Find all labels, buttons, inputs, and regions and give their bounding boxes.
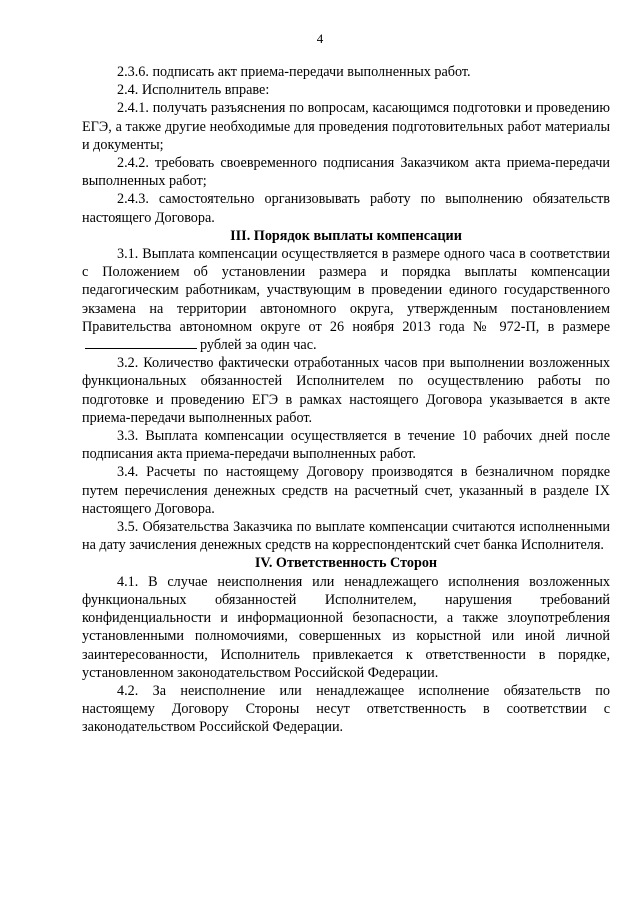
document-body xyxy=(82,63,610,737)
clause-3-2: 3.2. Количество фактически отработанных часов при выполнении возложенных функциональных обязанностей Исполнителем по осуществлению работы по подготовке и проведению ЕГЭ в рамках настоящего Договора указывается в акте приема-передачи выполненных работ. xyxy=(82,355,610,426)
clause-4-1: 4.1. В случае неисполнения или ненадлежащего исполнения возложенных функциональных обязанностей Исполнителем, нарушения требований конфиденциальности и информационной безопасности, а также злоупотребления установленными полномочиями, совершенных из корыстной или иной личной заинтересованности, Исполнитель привлекается к ответственности в порядке, установленном законодательством Российской Федерации. xyxy=(82,573,610,681)
clause-2-4-2: 2.4.2. требовать своевременного подписания Заказчиком акта приема-передачи выполненных работ; xyxy=(82,155,610,190)
amount-blank-line xyxy=(85,337,197,349)
clause-3-1-tail: рублей за один час. xyxy=(200,337,317,354)
section-3-heading: III. Порядок выплаты компенсации xyxy=(230,227,462,244)
clause-2-4: 2.4. Исполнитель вправе: xyxy=(117,82,270,99)
clause-3-1-text: 3.1. Выплата компенсации осуществляется в размере одного часа в соответствии с Положением об установлении размера и порядка выплаты компенсации педагогическим работникам, участвующим в проведении единого государственного экзамена на территории автономного округа, утвержденным постановлением Правительства автономном округе от 26 ноября 2013 года № 972-П, в размере xyxy=(82,246,610,335)
page-number: 4 xyxy=(316,31,324,46)
clause-4-2: 4.2. За неисполнение или ненадлежащее исполнение обязательств по настоящему Договору Стороны несут ответственность в соответствии с законодательством Российской Федерации. xyxy=(82,682,610,736)
clause-3-1 xyxy=(82,245,610,354)
clause-2-4-3: 2.4.3. самостоятельно организовывать работу по выполнению обязательств настоящего Договора. xyxy=(82,191,610,226)
clause-3-3: 3.3. Выплата компенсации осуществляется в течение 10 рабочих дней после подписания акта приема-передачи выполненных работ. xyxy=(82,428,610,463)
clause-3-4: 3.4. Расчеты по настоящему Договору производятся в безналичном порядке путем перечисления денежных средств на расчетный счет, указанный в разделе IX настоящего Договора. xyxy=(82,464,610,517)
clause-3-5: 3.5. Обязательства Заказчика по выплате компенсации считаются исполненными на дату зачисления денежных средств на корреспондентский счет банка Исполнителя. xyxy=(82,519,610,554)
clause-2-4-1: 2.4.1. получать разъяснения по вопросам, касающимся подготовки и проведению ЕГЭ, а также другие необходимые для проведения подготовительных работ материалы и документы; xyxy=(82,100,610,153)
section-4-heading: IV. Ответственность Сторон xyxy=(254,555,438,572)
clause-2-3-6: 2.3.6. подписать акт приема-передачи выполненных работ. xyxy=(117,64,471,80)
